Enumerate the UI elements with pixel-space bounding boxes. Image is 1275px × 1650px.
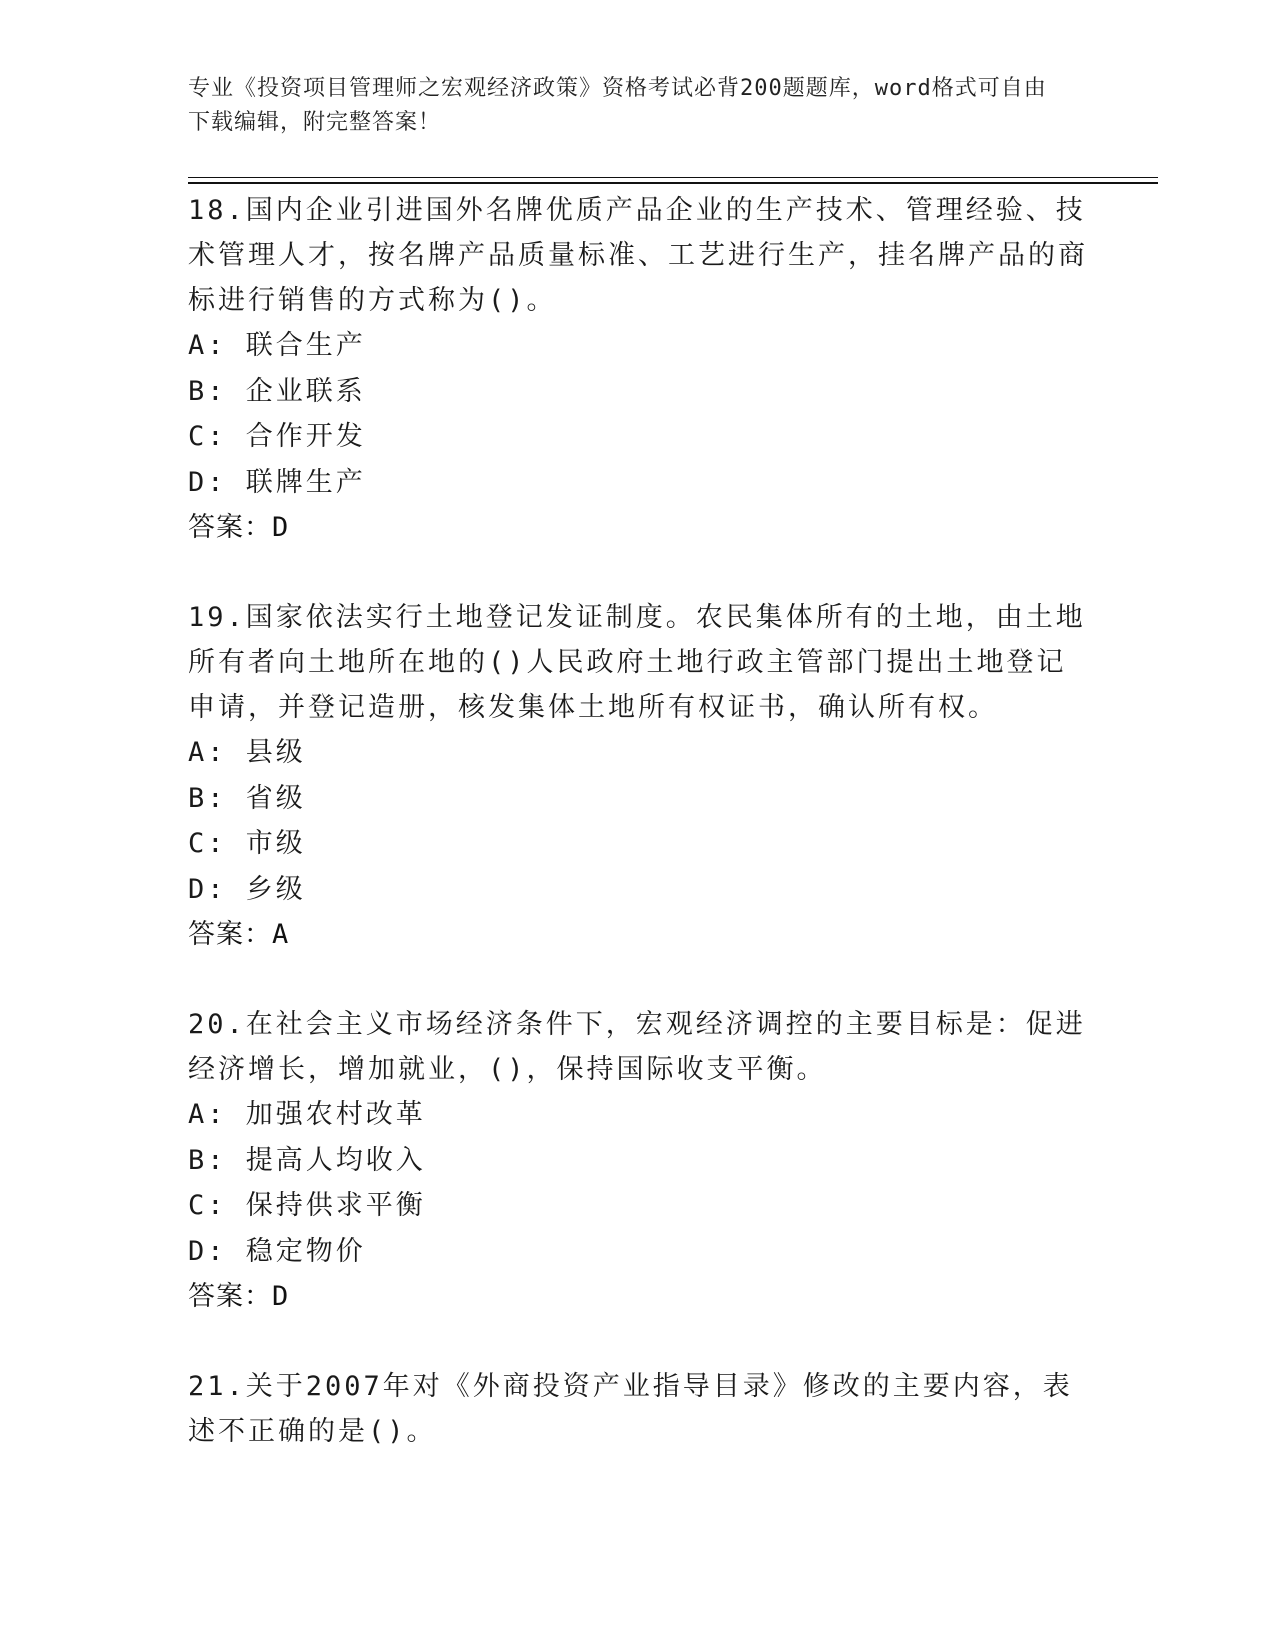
answer-line: [188, 1274, 1088, 1320]
question-18: [188, 188, 1088, 551]
option-b: B: 企业联系: [188, 375, 366, 407]
option-a: A: 加强农村改革: [188, 1099, 426, 1130]
question-stem: 19.国家依法实行土地登记发证制度。农民集体所有的土地，由土地所有者向土地所在地的()人民政府土地行政主管部门提出土地登记申请，并登记造册，核发集体土地所有权证书，确认所有权。: [188, 602, 1086, 723]
question-list: [188, 188, 1088, 1498]
answer-value: D: [272, 1281, 290, 1312]
option-b: B: 提高人均收入: [188, 1144, 426, 1176]
question-stem: 18.国内企业引进国外名牌优质产品企业的生产技术、管理经验、技术管理人才，按名牌产品质量标准、工艺进行生产，挂名牌产品的商标进行销售的方式称为()。: [188, 195, 1088, 316]
answer-line: [188, 505, 1088, 551]
answer-line: [188, 912, 1088, 958]
option-b: B: 省级: [188, 782, 306, 814]
answer-label: 答案：: [188, 919, 272, 950]
header-divider-thin: [188, 177, 1158, 178]
answer-label: 答案：: [188, 1281, 272, 1312]
question-19: [188, 595, 1088, 958]
question-stem: 21.关于2007年对《外商投资产业指导目录》修改的主要内容，表述不正确的是()。: [188, 1371, 1073, 1447]
answer-value: A: [272, 919, 290, 950]
document-header: [188, 72, 1068, 140]
question-20: [188, 1002, 1088, 1320]
question-stem: 20.在社会主义市场经济条件下，宏观经济调控的主要目标是：促进经济增长，增加就业，()，保持国际收支平衡。: [188, 1009, 1086, 1085]
answer-label: 答案：: [188, 512, 272, 543]
header-divider-thick: [188, 182, 1158, 184]
option-d: D: 联牌生产: [188, 466, 366, 498]
option-d: D: 稳定物价: [188, 1235, 366, 1267]
question-21: [188, 1364, 1088, 1454]
option-c: C: 市级: [188, 828, 306, 859]
option-c: C: 合作开发: [188, 421, 366, 452]
option-c: C: 保持供求平衡: [188, 1190, 426, 1221]
option-a: A: 县级: [188, 737, 306, 768]
option-d: D: 乡级: [188, 873, 306, 905]
option-a: A: 联合生产: [188, 330, 366, 361]
answer-value: D: [272, 512, 290, 543]
header-text: 专业《投资项目管理师之宏观经济政策》资格考试必背200题题库，word格式可自由下载编辑，附完整答案！: [188, 76, 1047, 135]
